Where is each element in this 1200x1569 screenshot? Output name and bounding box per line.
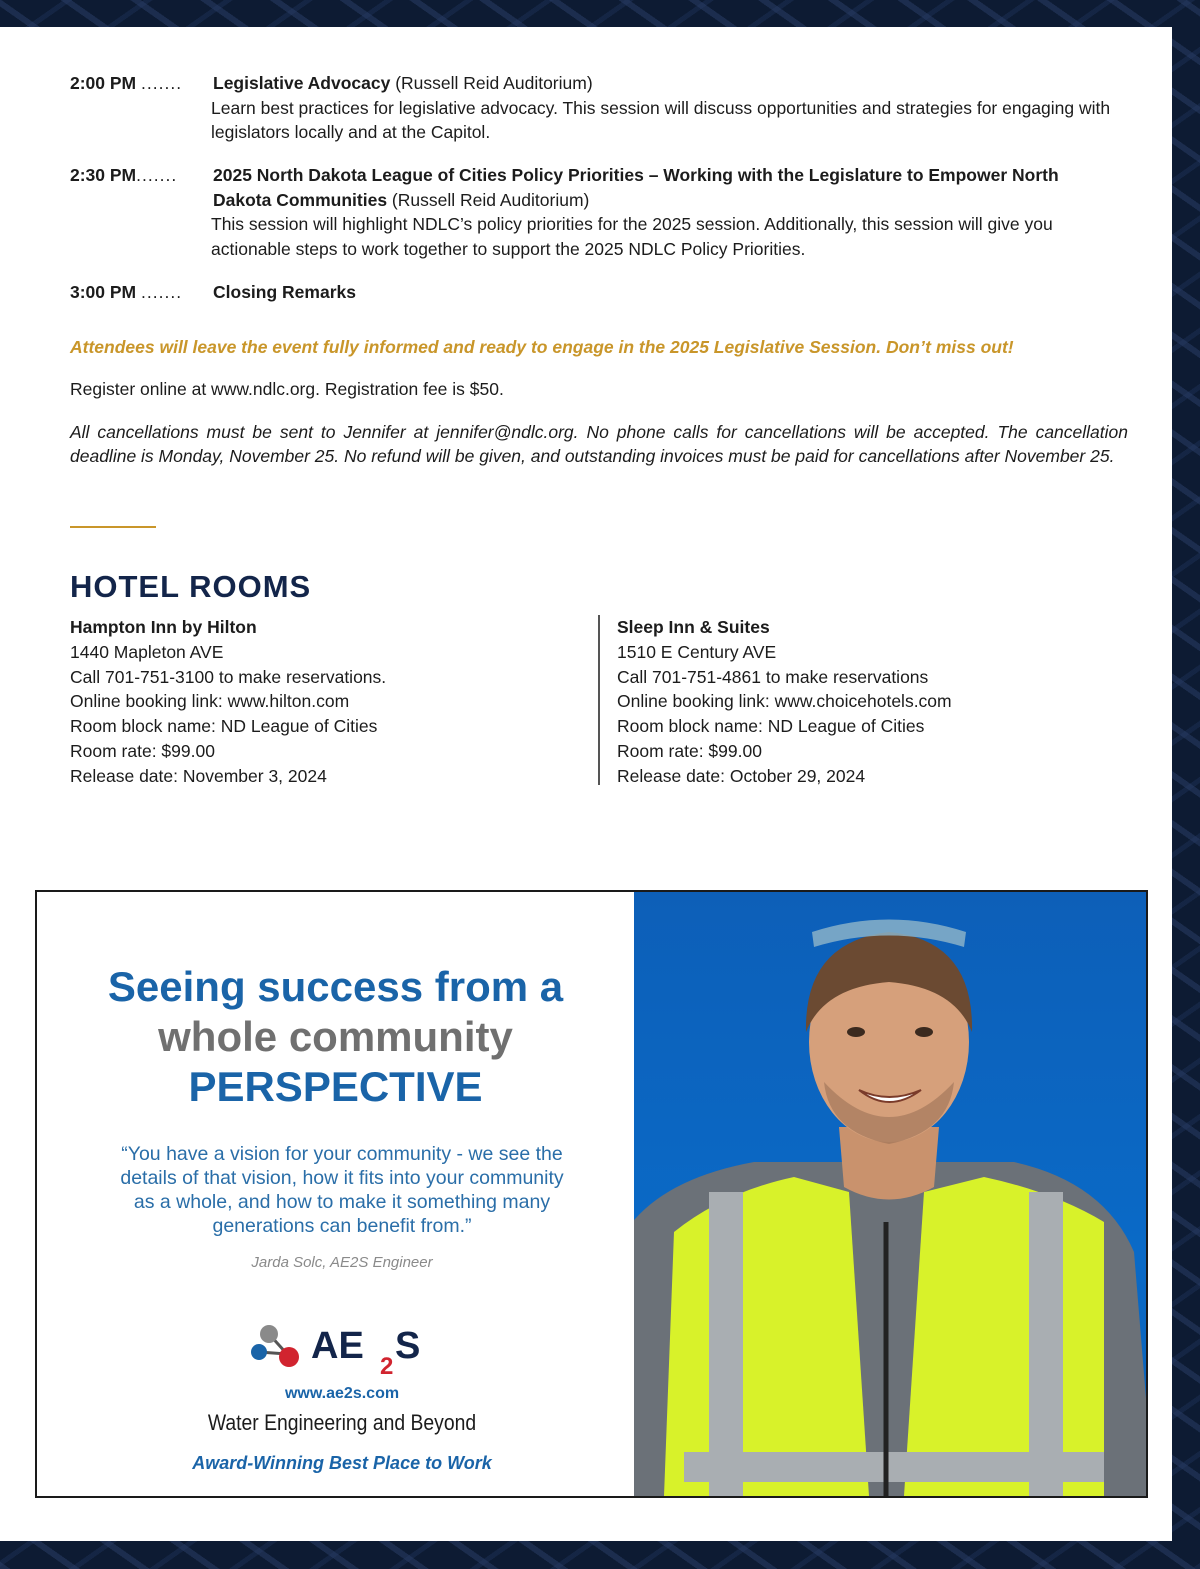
ad-award-text: Award-Winning Best Place to Work	[192, 1453, 492, 1473]
vest-left-panel	[664, 1177, 869, 1496]
hotel-room-rate: Room rate: $99.00	[617, 740, 762, 761]
agenda-session	[213, 71, 1118, 145]
ad-tagline: Water Engineering and Beyond	[207, 1410, 477, 1435]
hotel-booking-link[interactable]: Online booking link: www.hilton.com	[70, 691, 350, 712]
logo-molecule-atom-gray	[260, 1325, 278, 1343]
hotel-divider	[598, 615, 600, 785]
ad-website-link[interactable]: www.ae2s.com	[284, 1385, 400, 1402]
hotel-address: 1510 E Century AVE	[617, 641, 777, 662]
logo-subscript: 2	[380, 1353, 394, 1380]
hotel-rooms-heading: HOTEL ROOMS	[70, 569, 312, 604]
vest-right-panel	[904, 1177, 1104, 1496]
hotel-name: Sleep Inn & Suites	[617, 617, 770, 637]
agenda-time: 2:00 PM .......	[70, 73, 183, 93]
session-title: Closing Remarks	[213, 282, 356, 302]
ae2s-advertisement[interactable]	[35, 890, 1148, 1498]
hotel-booking-link[interactable]: Online booking link: www.choicehotels.com	[617, 691, 952, 712]
logo-wordmark-tail: S	[395, 1325, 421, 1367]
hotel-card-hampton	[70, 615, 386, 789]
hotel-card-sleep-inn	[617, 615, 952, 789]
hotel-name: Hampton Inn by Hilton	[70, 617, 257, 637]
vest-reflective-stripe	[709, 1192, 743, 1496]
ad-headline-line-1: Seeing success from a	[107, 963, 564, 1010]
session-title: Legislative Advocacy	[213, 73, 391, 93]
hotel-phone: Call 701-751-3100 to make reservations.	[70, 666, 387, 687]
logo-molecule-atom-red	[279, 1347, 299, 1367]
engineer-portrait-illustration	[634, 892, 1146, 1496]
vest-reflective-band	[684, 1452, 1104, 1482]
session-location: (Russell Reid Auditorium)	[390, 73, 593, 93]
session-title: 2025 North Dakota League of Cities Policy Priorities – Working with the Legislature to Empower North Dakota Communities	[213, 165, 1059, 210]
agenda-time: 3:00 PM .......	[70, 282, 183, 302]
section-divider	[70, 526, 156, 528]
agenda-time: 2:30 PM.......	[70, 165, 178, 185]
hotel-release-date: Release date: November 3, 2024	[70, 765, 327, 786]
hotel-release-date: Release date: October 29, 2024	[617, 765, 866, 786]
agenda-session	[213, 280, 1118, 305]
eye-left	[847, 1027, 865, 1037]
logo-molecule-atom-blue	[251, 1344, 267, 1360]
hotel-phone: Call 701-751-4861 to make reservations	[617, 666, 929, 687]
cancellation-policy: All cancellations must be sent to Jennifer at jennifer@ndlc.org. No phone calls for cancellations will be accepted. The cancellation deadline is Monday, November 25. No refund will be given, and outstanding invoices must be paid for cancellations after November 25.	[70, 422, 1128, 466]
registration-info: Register online at www.ndlc.org. Registration fee is $50.	[70, 379, 504, 399]
logo-wordmark: AE	[311, 1325, 364, 1367]
ad-quote: “You have a vision for your community - we see the details of that vision, how it fits into your community as a whole, and how to make it something many generations can benefit from.”	[120, 1143, 564, 1237]
agenda-session	[213, 163, 1118, 261]
eye-right	[915, 1027, 933, 1037]
session-description: Learn best practices for legislative advocacy. This session will discuss opportunities and strategies for engaging with legislators locally and at the Capitol.	[211, 97, 1111, 142]
hotel-room-block: Room block name: ND League of Cities	[617, 716, 925, 737]
page	[0, 27, 1172, 1541]
hotel-address: 1440 Mapleton AVE	[70, 641, 224, 662]
event-tagline: Attendees will leave the event fully informed and ready to engage in the 2025 Legislative Session. Don’t miss out!	[70, 337, 1014, 357]
ad-text-panel	[37, 892, 634, 1496]
hotel-room-rate: Room rate: $99.00	[70, 740, 215, 761]
ad-photo-engineer	[634, 892, 1146, 1496]
ae2s-logo	[247, 1322, 447, 1382]
session-description: This session will highlight NDLC’s policy priorities for the 2025 session. Additionally, this session will give you actionable steps to work together to support the 2025 NDLC Policy Priorities.	[211, 214, 1053, 259]
hotel-room-block: Room block name: ND League of Cities	[70, 716, 378, 737]
ad-headline-line-3: PERSPECTIVE	[188, 1063, 483, 1110]
session-location: (Russell Reid Auditorium)	[387, 189, 590, 210]
vest-reflective-stripe	[1029, 1192, 1063, 1496]
ad-quote-attribution: Jarda Solc, AE2S Engineer	[251, 1254, 433, 1271]
ad-headline-line-2: whole community	[158, 1013, 513, 1060]
